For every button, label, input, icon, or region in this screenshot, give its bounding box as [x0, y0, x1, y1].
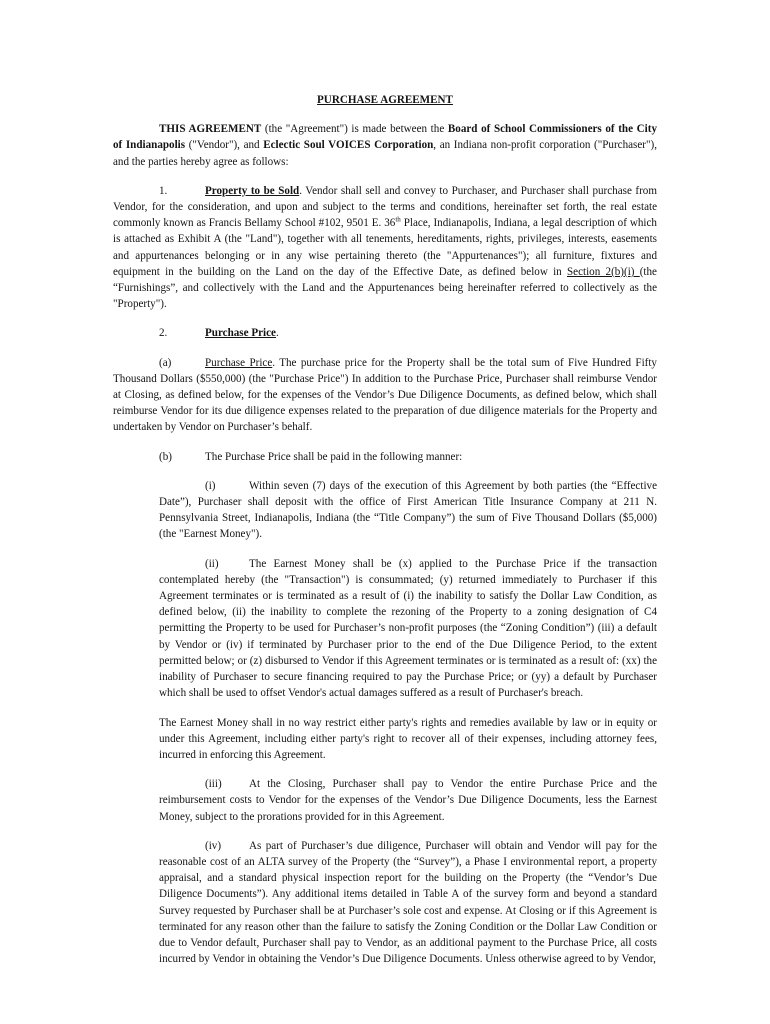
intro-lead: THIS AGREEMENT	[159, 123, 262, 136]
section-1-text-2: Place, Indianapolis, Indiana, a legal description of which is attached as Exhibit A (the "Land"), together with all tenements, hereditaments, rights, privileges, interests, easements and appurtenances belonging or in any wise pertaining thereto (the "Appurtenances"); all furniture, fixtures and equipment in the building on the Land on the day of the Effective Date, as defined below in	[113, 217, 657, 278]
clause-ii-text: The Earnest Money shall be (x) applied to the Purchase Price if the transaction contemplated hereby (the "Transaction") is consummated; (y) returned immediately to Purchaser if this Agreement terminates or is terminated as a result of (i) the inability to satisfy the Dollar Law Condition, as defined below, (ii) the inability to complete the rezoning of the Property to a zoning designation of C4 permitting the Property to be used for Purchaser’s non-profit purposes (the “Zoning Condition”) (iii) a default by Vendor or (iv) if terminated by Purchaser prior to the end of the Due Diligence Period, to the extent permitted below; or (z) disbursed to Vendor if this Agreement terminates or is terminated as a result of: (xx) the inability of Purchaser to secure financing required to pay the Purchase Price; or (yy) a default by Purchaser which shall be used to offset Vendor's actual damages suffered as a result of Purchaser's breach.	[159, 557, 657, 700]
section-2b-text: The Purchase Price shall be paid in the following manner:	[205, 450, 463, 463]
section-1-paragraph	[113, 183, 657, 313]
section-reference-link: Section 2(b)(i)	[566, 265, 640, 278]
clause-ii-paragraph	[113, 556, 657, 702]
clause-iv-label: (iv)	[205, 839, 222, 852]
intro-text-2: ("Vendor"), and	[185, 139, 264, 152]
section-2-heading: Purchase Price	[205, 327, 276, 340]
clause-iv-paragraph	[113, 838, 657, 968]
intro-text-1: (the "Agreement") is made between the	[261, 123, 448, 136]
document-title: PURCHASE AGREEMENT	[317, 94, 453, 106]
document-page	[113, 88, 657, 967]
section-2a-paragraph	[113, 355, 657, 436]
clause-i-label: (i)	[205, 479, 216, 492]
clause-iii-paragraph	[113, 776, 657, 825]
superscript-th: th	[395, 215, 401, 224]
purchaser-name: Eclectic Soul VOICES Corporation	[263, 139, 434, 152]
section-2-number: 2.	[159, 327, 168, 340]
intro-paragraph	[113, 121, 657, 170]
intro-text-3: , an Indiana non-profit corporation ("Purchaser"), and the parties hereby agree as follows:	[113, 139, 657, 168]
earnest-money-paragraph: The Earnest Money shall in no way restrict either party's rights and remedies available by law or in equity or under this Agreement, including either party's right to recover all of their expenses, including attorney fees, incurred in enforcing this Agreement.	[159, 716, 657, 761]
section-1-heading: Property to be Sold	[205, 184, 300, 197]
clause-iii-label: (iii)	[205, 778, 222, 791]
section-2-heading-line	[113, 325, 657, 341]
section-2b-paragraph	[113, 449, 657, 465]
section-1-text-1: . Vendor shall sell and convey to Purchaser, and Purchaser shall purchase from Vendor, for the consideration, and upon and subject to the terms and conditions, hereinafter set forth, the real estate commonly known as Francis Bellamy School #102, 9501 E. 36	[113, 184, 657, 230]
vendor-name: Board of School Commissioners of the City of Indianapolis	[113, 123, 657, 152]
clause-iii-text: At the Closing, Purchaser shall pay to Vendor the entire Purchase Price and the reimbursement costs to Vendor for the expenses of the Vendor’s Due Diligence Documents, less the Earnest Money, subject to the prorations provided for in this Agreement.	[159, 778, 657, 823]
section-1-number: 1.	[159, 184, 168, 197]
section-1-text-3: (the “Furnishings”, and collectively with the Land and the Appurtenances being hereinafter referred to collectively as the "Property").	[113, 265, 657, 311]
clause-i-text: Within seven (7) days of the execution of this Agreement by both parties (the “Effective Date”), Purchaser shall deposit with the office of First American Title Insurance Company at 211 N. Pennsylvania Street, Indianapolis, Indiana (the “Title Company”) the sum of Five Thousand Dollars ($5,000) (the "Earnest Money").	[159, 479, 657, 541]
clause-ii-label: (ii)	[205, 557, 219, 570]
section-2a-label: (a)	[159, 356, 172, 369]
section-2b-label: (b)	[159, 450, 172, 463]
section-2a-text: . The purchase price for the Property shall be the total sum of Five Hundred Fifty Thousand Dollars ($550,000) (the "Purchase Price") In addition to the Purchase Price, Purchaser shall reimburse Vendor at Closing, as defined below, for the expenses of the Vendor’s Due Diligence Documents, as defined below, which shall reimburse Vendor for its due diligence expenses related to the preparation of due diligence materials for the Property and undertaken by Vendor on Purchaser’s behalf.	[113, 356, 657, 434]
clause-i-paragraph	[113, 478, 657, 543]
clause-iv-text: As part of Purchaser’s due diligence, Purchaser will obtain and Vendor will pay for the reasonable cost of an ALTA survey of the Property (the “Survey”), a Phase I environmental report, a property appraisal, and a standard physical inspection report for the building on the Property (the “Vendor’s Due Diligence Documents”). Any additional items detailed in Table A of the survey form and beyond a standard Survey requested by Purchaser shall be at Purchaser’s sole cost and expense. At Closing or if this Agreement is terminated for any reason other than the failure to satisfy the Zoning Condition or the Dollar Law Condition or due to Vendor default, Purchaser shall pay to Vendor, as an additional payment to the Purchase Price, all costs incurred by Vendor in obtaining the Vendor’s Due Diligence Documents. Unless otherwise agreed to by Vendor,	[159, 839, 657, 966]
section-2-period: .	[275, 327, 279, 340]
section-2a-heading: Purchase Price	[205, 356, 273, 369]
